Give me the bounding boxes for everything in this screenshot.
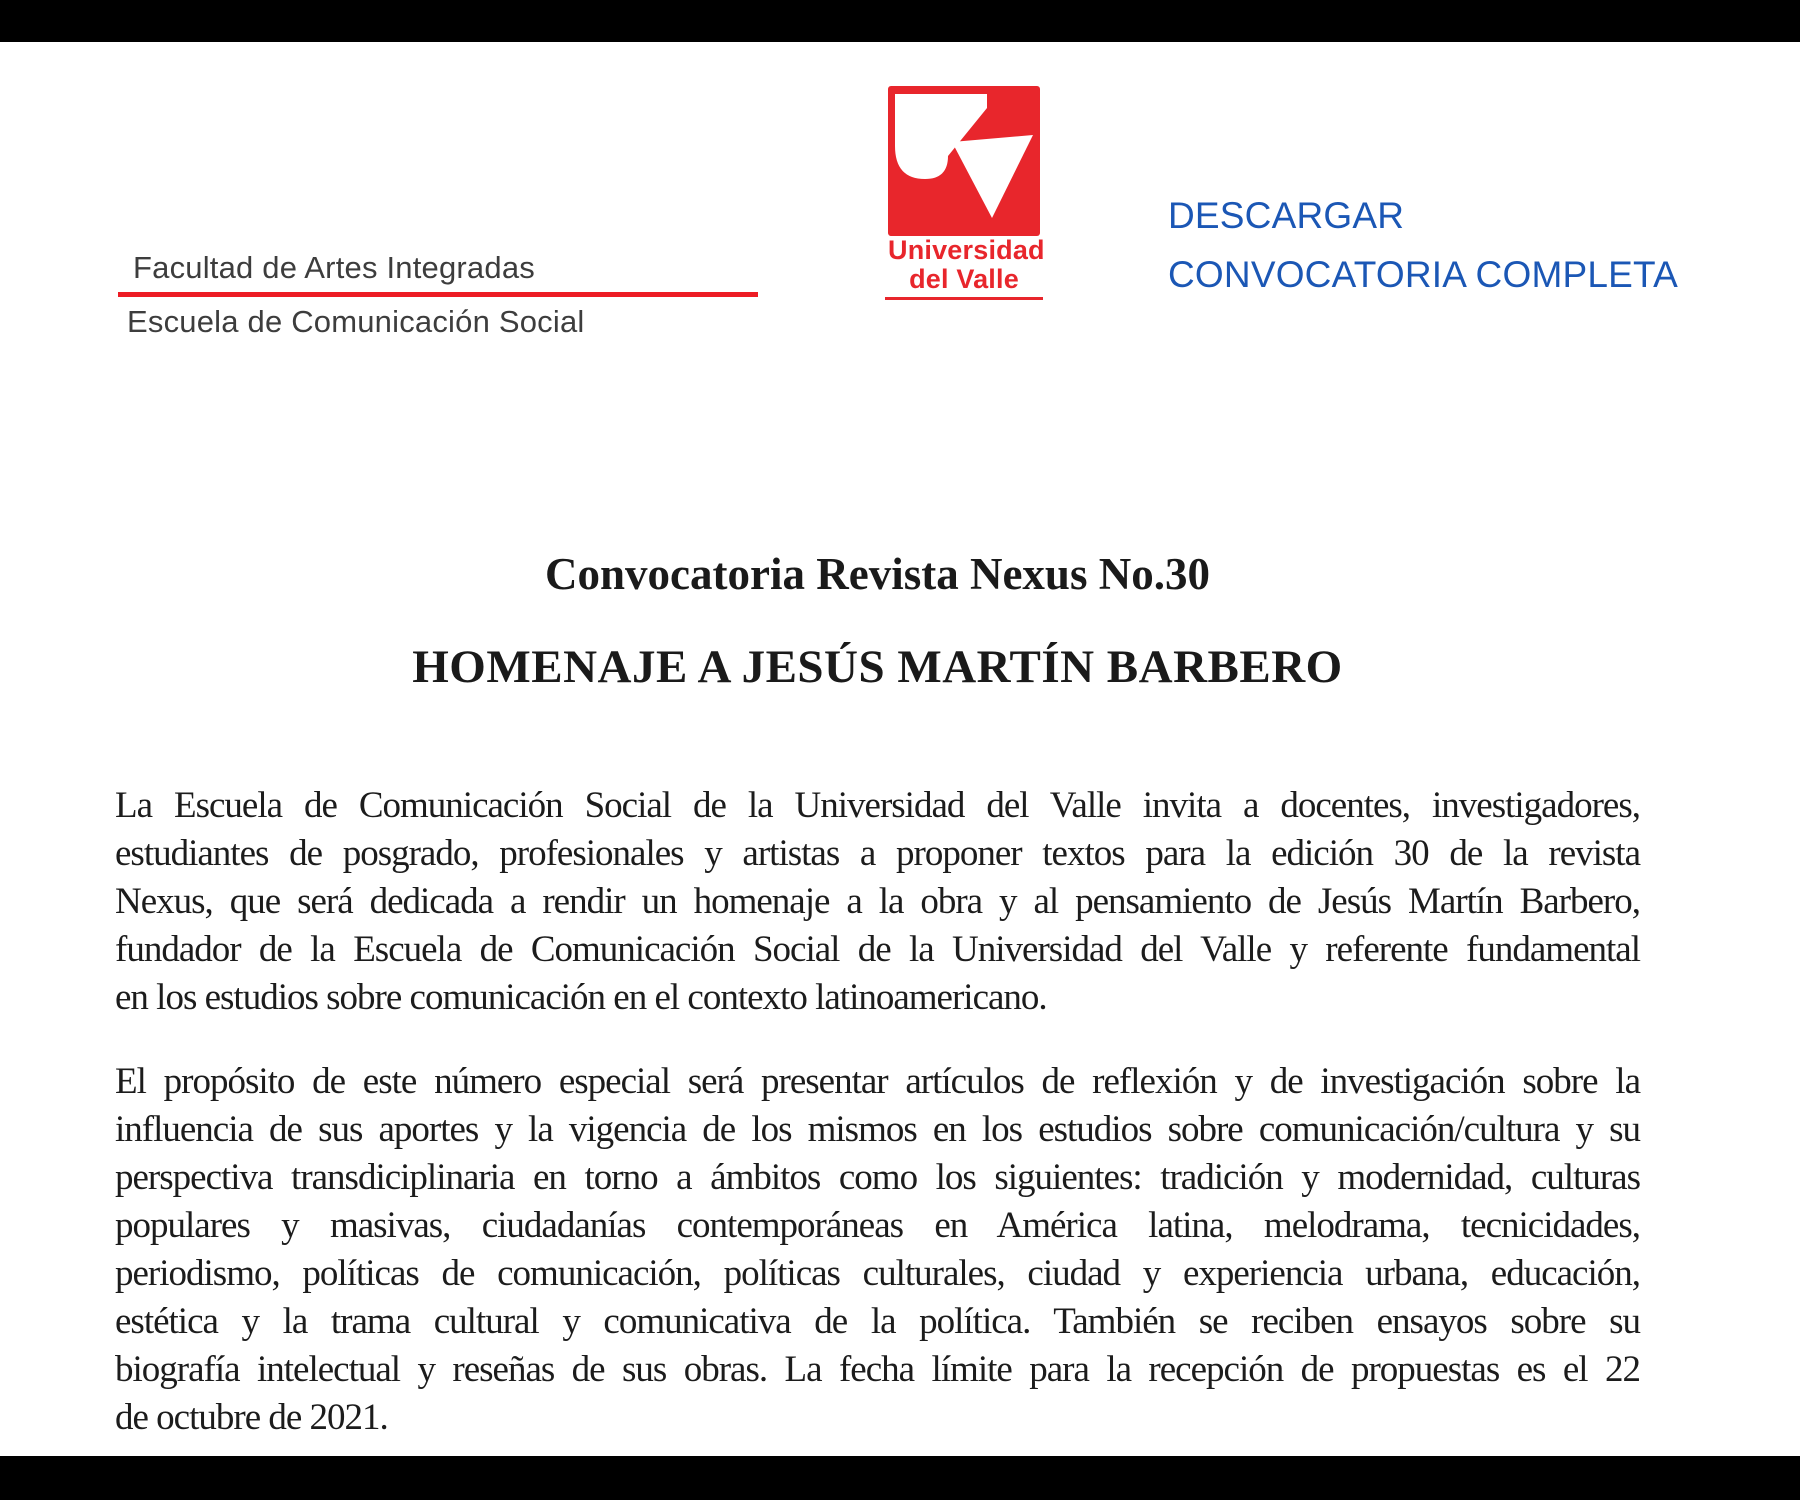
letterbox-top — [0, 0, 1800, 42]
univalle-logo — [888, 86, 1045, 300]
logo-wordmark-line2: del Valle — [909, 264, 1019, 294]
document-subtitle: HOMENAJE A JESÚS MARTÍN BARBERO — [412, 641, 1343, 693]
paragraph-line: de octubre de 2021. — [115, 1397, 388, 1438]
paragraph-line: La Escuela de Comunicación Social de la Universidad del Valle invita a docentes, investigadores, — [115, 785, 1640, 826]
download-link[interactable] — [1168, 186, 1678, 304]
download-link-line2[interactable]: CONVOCATORIA COMPLETA — [1168, 254, 1678, 295]
header-divider — [118, 292, 758, 297]
paragraph-line: El propósito de este número especial será presentar artículos de reflexión y de investigación sobre la — [115, 1061, 1640, 1102]
paragraph-line: estética y la trama cultural y comunicativa de la política. También se reciben ensayos sobre su — [115, 1301, 1640, 1342]
uv-monogram-icon — [888, 86, 1040, 236]
school-label: Escuela de Comunicación Social — [127, 304, 585, 339]
paragraph-line: fundador de la Escuela de Comunicación Social de la Universidad del Valle y referente fundamental — [115, 929, 1640, 970]
logo-wordmark-line1: Universidad — [888, 235, 1045, 265]
download-link-line1[interactable]: DESCARGAR — [1168, 195, 1405, 236]
paragraph-line: Nexus, que será dedicada a rendir un homenaje a la obra y al pensamiento de Jesús Martín Barbero, — [115, 881, 1640, 922]
paragraph-1 — [115, 782, 1640, 1022]
letterbox-bottom — [0, 1456, 1800, 1500]
document-title: Convocatoria Revista Nexus No.30 — [545, 549, 1210, 599]
paragraph-2 — [115, 1058, 1640, 1442]
paragraph-line: estudiantes de posgrado, profesionales y artistas a proponer textos para la edición 30 de la revista — [115, 833, 1640, 874]
paragraph-line: en los estudios sobre comunicación en el contexto latinoamericano. — [115, 977, 1047, 1018]
faculty-label: Facultad de Artes Integradas — [133, 250, 535, 285]
paragraph-line: biografía intelectual y reseñas de sus obras. La fecha límite para la recepción de propuestas es el 22 — [115, 1349, 1640, 1390]
paragraph-line: perspectiva transdiciplinaria en torno a ámbitos como los siguientes: tradición y modernidad, culturas — [115, 1157, 1640, 1198]
paragraph-line: influencia de sus aportes y la vigencia de los mismos en los estudios sobre comunicación/cultura y su — [115, 1109, 1640, 1150]
paragraph-line: periodismo, políticas de comunicación, políticas culturales, ciudad y experiencia urbana, educación, — [115, 1253, 1640, 1294]
logo-underline — [885, 297, 1043, 300]
paragraph-line: populares y masivas, ciudadanías contemporáneas en América latina, melodrama, tecnicidades, — [115, 1205, 1640, 1246]
